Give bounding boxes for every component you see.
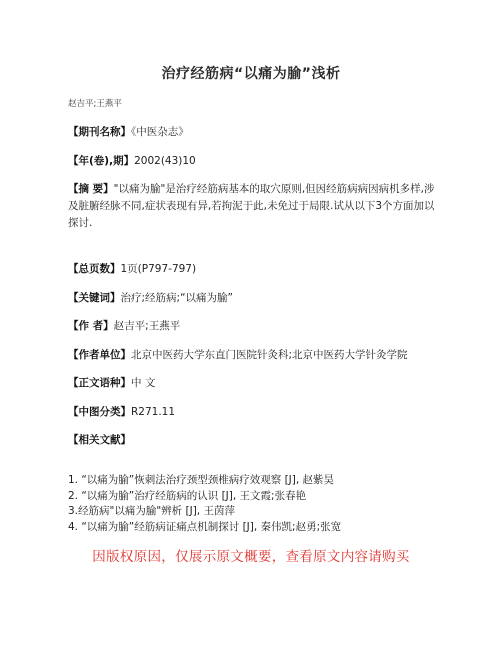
pages-field (68, 261, 438, 278)
keywords-value: 治疗;经筋病;“以痛为腧” (120, 292, 233, 304)
year-label: 【年(卷),期】 (68, 155, 135, 167)
journal-label: 【期刊名称】 (68, 126, 131, 138)
year-field (68, 153, 438, 170)
keywords-label: 【关键词】 (68, 292, 121, 304)
author-label: 【作 者】 (68, 320, 114, 332)
abstract-value: "以痛为腧"是治疗经筋病基本的取穴原则,但因经筋病病因病机多样,涉及脏腑经脉不同,症状表现有异,若拘泥于此,未免过于局限.试从以下3个方面加以探讨. (68, 183, 435, 229)
classification-field (68, 404, 438, 421)
related-heading (68, 432, 438, 449)
author-line: 赵吉平;王燕平 (68, 99, 122, 109)
year-value: 2002(43)10 (134, 155, 196, 167)
classification-value: R271.11 (131, 406, 176, 418)
author-value: 赵吉平;王燕平 (113, 320, 181, 332)
related-item[interactable]: 3.经筋病"以痛为腧"辨析 [J], 王茵萍 (68, 505, 235, 517)
pages-value: 1页(P797-797) (120, 263, 197, 275)
related-item[interactable]: 2. “以痛为腧”治疗经筋病的认识 [J], 王文霞;张春艳 (68, 489, 307, 502)
related-item[interactable]: 1. “以痛为腧”恢刺法治疗颈型颈椎病疗效观察 [J], 赵紫昊 (68, 474, 335, 486)
abstract-label: 【摘 要】 (68, 183, 114, 195)
keywords-field (68, 290, 438, 307)
language-value: 中 文 (131, 377, 156, 389)
related-list (68, 473, 341, 535)
affiliation-field (68, 347, 438, 364)
author-field (68, 318, 438, 335)
affiliation-value: 北京中医药大学东直门医院针灸科;北京中医药大学针灸学院 (131, 349, 408, 361)
language-field (68, 375, 438, 392)
journal-field (68, 124, 438, 141)
classification-label: 【中图分类】 (68, 406, 131, 418)
related-label: 【相关文献】 (68, 434, 131, 446)
related-item[interactable]: 4. “以痛为腧”经筋病证痛点机制探讨 [J], 秦伟凯;赵勇;张宽 (68, 520, 342, 533)
purchase-notice[interactable]: 因版权原因，仅展示原文概要，查看原文内容请购买 (92, 549, 410, 565)
journal-value: 《中医杂志》 (131, 126, 189, 138)
language-label: 【正文语种】 (68, 377, 131, 389)
affiliation-label: 【作者单位】 (68, 349, 131, 361)
pages-label: 【总页数】 (68, 263, 121, 275)
document-title: 治疗经筋病“以痛为腧”浅析 (161, 66, 341, 82)
abstract-field (68, 181, 438, 232)
